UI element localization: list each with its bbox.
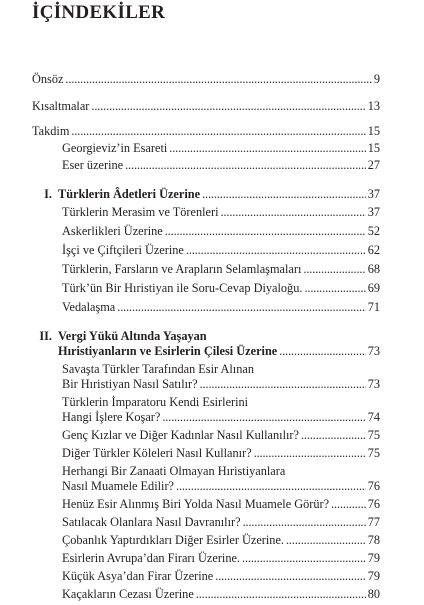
toc-entry[interactable] (32, 262, 380, 277)
toc-page-number: 27 (367, 158, 380, 172)
toc-entry-title: Diğer Türkler Köleleri Nasıl Kullanır? (62, 446, 252, 460)
toc-page-number: 76 (367, 479, 380, 493)
toc-leader-dots (303, 262, 365, 277)
toc-page-number: 15 (367, 141, 380, 155)
toc-entry-title: Eser üzerine (62, 158, 124, 172)
toc-entry[interactable] (32, 533, 380, 548)
toc-entry-title: Küçük Asya’dan Firar Üzerine (62, 569, 214, 583)
toc-entry-title: Georgieviz’in Esareti (62, 141, 168, 155)
toc-page-number: 15 (367, 124, 380, 138)
toc-page-number: 74 (367, 410, 380, 424)
toc-entry-title: Satılacak Olanlara Nasıl Davranılır? (62, 515, 241, 529)
toc-entry[interactable] (32, 497, 380, 512)
section-number: I. (44, 187, 52, 201)
toc-entry-title: Genç Kızlar ve Diğer Kadınlar Nasıl Kullanılır? (62, 428, 299, 442)
toc-entry-title: Türklerin, Farsların ve Arapların Selamlaşmaları (62, 262, 302, 276)
toc-leader-dots (221, 205, 366, 220)
toc-entry-title: Kısaltmalar (32, 99, 90, 113)
toc-entry-line1: Türklerin İmparatoru Kendi Esirlerini (62, 395, 249, 409)
toc-entry-title: Nasıl Muamele Edilir? (62, 479, 175, 493)
toc-leader-dots (304, 281, 365, 296)
toc-leader-dots (243, 515, 366, 530)
toc-entry-title: Çobanlık Yaptırdıkları Diğer Esirler Üzerine. (62, 533, 284, 547)
toc-entry-title: Esirlerin Avrupa’dan Firarı Üzerine. (62, 551, 241, 565)
toc-page-number: 62 (367, 243, 380, 257)
toc-page-number: 68 (367, 262, 380, 276)
toc-leader-dots (71, 124, 365, 139)
toc-page-number: 13 (367, 99, 380, 113)
toc-section-heading[interactable] (32, 344, 380, 359)
toc-entry-line1: Savaşta Türkler Tarafından Esir Alınan (62, 362, 254, 376)
toc-entry-line1: Herhangi Bir Zanaati Olmayan Hıristiyanlara (62, 464, 286, 478)
toc-page-number: 73 (367, 344, 380, 358)
toc-leader-dots (242, 551, 366, 566)
toc-leader-dots (301, 428, 366, 443)
table-of-contents (32, 72, 380, 605)
toc-page-number: 75 (367, 446, 380, 460)
toc-entry-title: Henüz Esir Alınmış Biri Yolda Nasıl Muamele Görür? (62, 497, 330, 511)
toc-page-number: 73 (367, 377, 380, 391)
toc-entry[interactable] (32, 158, 380, 173)
toc-entry[interactable] (32, 446, 380, 461)
toc-entry[interactable] (32, 205, 380, 220)
page-title: İÇİNDEKİLER (32, 2, 166, 23)
toc-page-number: 80 (367, 587, 380, 601)
toc-entry-title: İşçi ve Çiftçileri Üzerine (62, 243, 184, 257)
toc-leader-dots (169, 141, 365, 156)
toc-entry[interactable] (32, 551, 380, 566)
toc-leader-dots (91, 99, 365, 114)
toc-leader-dots (165, 224, 366, 239)
toc-entry-title: Önsöz (32, 72, 64, 86)
toc-entry-title: Bir Hıristiyan Nasıl Satılır? (62, 377, 198, 391)
toc-section-heading-line1 (32, 329, 380, 344)
toc-entry[interactable] (32, 99, 380, 114)
toc-entry[interactable] (32, 410, 380, 425)
toc-page-number: 77 (367, 515, 380, 529)
toc-entry[interactable] (32, 428, 380, 443)
toc-page-number: 76 (367, 497, 380, 511)
toc-leader-dots (117, 300, 365, 315)
toc-entry[interactable] (32, 300, 380, 315)
toc-entry-title: Takdim (32, 124, 70, 138)
toc-leader-dots (202, 187, 366, 202)
toc-entry-title: Türk’ün Bir Hıristiyan ile Soru-Cevap Diyaloğu. (62, 281, 303, 295)
section-number: II. (39, 329, 52, 343)
toc-entry-title: Askerlikleri Üzerine (62, 224, 163, 238)
toc-entry[interactable] (32, 243, 380, 258)
toc-leader-dots (331, 497, 366, 512)
toc-entry[interactable] (32, 479, 380, 494)
toc-entry-title: Hıristiyanların ve Esirlerin Çilesi Üzerine (58, 344, 278, 358)
toc-entry[interactable] (32, 281, 380, 296)
toc-entry[interactable] (32, 515, 380, 530)
toc-page-number: 79 (367, 569, 380, 583)
toc-leader-dots (200, 377, 366, 392)
toc-page-number: 52 (367, 224, 380, 238)
toc-entry[interactable] (32, 124, 380, 139)
toc-leader-dots (286, 533, 366, 548)
toc-page-number: 9 (373, 72, 380, 86)
toc-section-heading[interactable] (32, 187, 380, 202)
toc-entry[interactable] (32, 141, 380, 156)
toc-page-number: 78 (367, 533, 380, 547)
toc-page-number: 71 (367, 300, 380, 314)
toc-entry[interactable] (32, 224, 380, 239)
toc-leader-dots (176, 479, 366, 494)
toc-entry-title: Vedalaşma (62, 300, 116, 314)
toc-entry-title: Kaçakların Cezası Üzerine (62, 587, 194, 601)
toc-leader-dots (162, 410, 365, 425)
toc-entry-title: Hangi İşlere Koşar? (62, 410, 161, 424)
toc-entry-title: Türklerin Âdetleri Üzerine (58, 187, 201, 201)
toc-leader-dots (279, 344, 365, 359)
toc-leader-dots (65, 72, 371, 87)
toc-entry[interactable] (32, 377, 380, 392)
toc-entry[interactable] (32, 72, 380, 87)
toc-entry[interactable] (32, 569, 380, 584)
toc-entry-title-line1: Vergi Yükü Altında Yaşayan (58, 329, 207, 343)
toc-page-number: 37 (367, 187, 380, 201)
toc-page-number: 79 (367, 551, 380, 565)
toc-leader-dots (125, 158, 366, 173)
toc-leader-dots (215, 569, 365, 584)
toc-entry-title: Türklerin Merasim ve Törenleri (62, 205, 219, 219)
toc-leader-dots (186, 243, 366, 258)
toc-page-number: 69 (367, 281, 380, 295)
toc-page-number: 37 (367, 205, 380, 219)
toc-leader-dots (254, 446, 366, 461)
toc-page-number: 75 (367, 428, 380, 442)
